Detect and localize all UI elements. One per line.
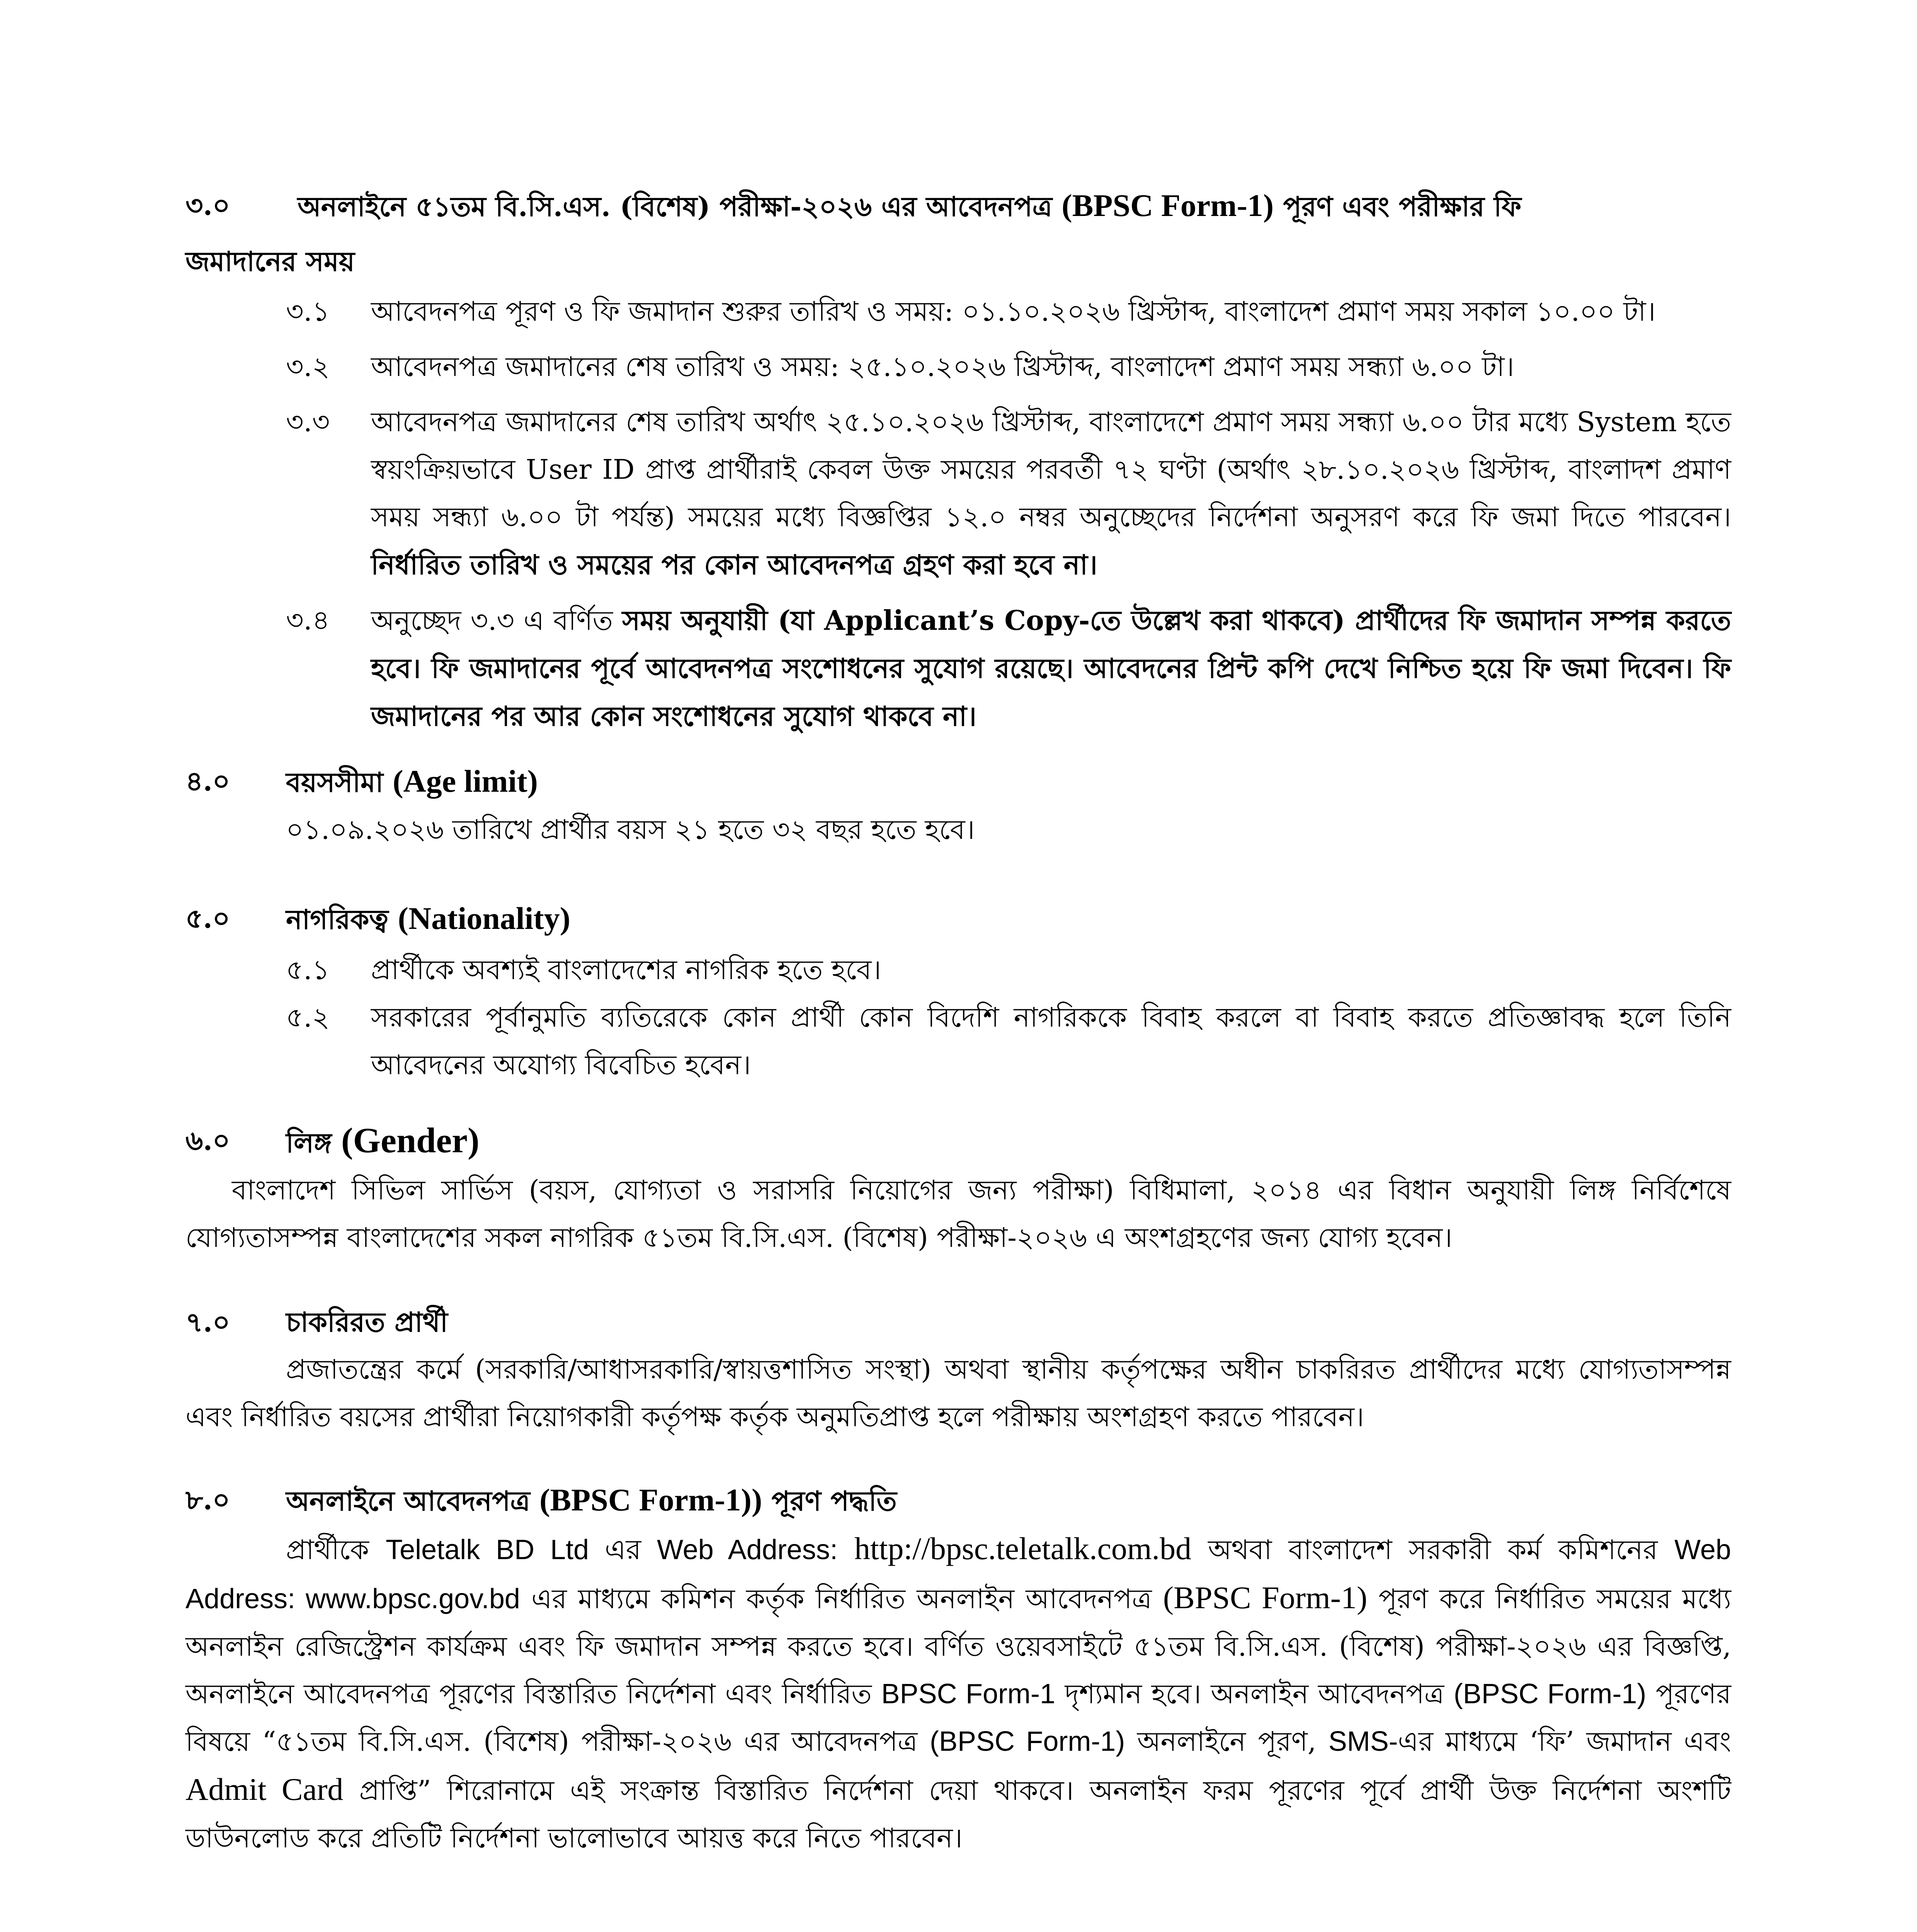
body-text: এর মাধ্যমে কমিশন কর্তৃক নির্ধারিত অনলাইন আবেদনপত্র	[531, 1583, 1152, 1615]
body-text: পূরণ করে নির্ধারিত সময়ের মধ্যে অনলাইন রেজিস্ট্রেশন কার্যক্রম এবং ফি জমাদান সম্পন্ন করতে হবে। বর্ণিত ওয়েবসাইটে ৫১তম বি.সি.এস. (বিশেষ) পরীক্ষা-২০২৬ এর বিজ্ঞপ্তি, অনলাইনে আবেদনপত্র পূরণের বিস্তারিত নির্দেশনা এবং নির্ধারিত	[185, 1583, 1731, 1710]
section-3-title: অনলাইনে ৫১তম বি.সি.এস. (বিশেষ) পরীক্ষা-২০২৬ এর আবেদনপত্র	[298, 190, 1053, 223]
section-4-body: ০১.০৯.২০২৬ তারিখে প্রার্থীর বয়স ২১ হতে ৩২ বছর হতে হবে।	[286, 814, 975, 845]
item-number: ৫.১	[286, 954, 330, 986]
body-text: অথবা বাংলাদেশ সরকারী কর্ম কমিশনের	[1208, 1534, 1658, 1566]
section-5-number: ৫.০	[185, 902, 230, 934]
body-text-en: SMS	[1328, 1726, 1389, 1757]
body-text-en: (BPSC Form-1)	[1163, 1580, 1368, 1615]
item-text: আবেদনপত্র জমাদানের শেষ তারিখ ও সময়: ২৫.১০.২০২৬ খ্রিস্টাব্দ, বাংলাদেশ প্রমাণ সময় সন্ধ্যা ৬.০০ টা।	[371, 351, 1514, 383]
list-item	[286, 343, 1731, 391]
item-text: প্রার্থীকে অবশ্যই বাংলাদেশের নাগরিক হতে হবে।	[371, 954, 881, 986]
section-4	[185, 757, 1731, 854]
section-3-items	[286, 288, 1731, 740]
section-3-title-en: (BPSC Form-1)	[1061, 188, 1274, 223]
section-3-title-tail: পূরণ এবং পরীক্ষার ফি	[1283, 190, 1522, 223]
body-text: প্রাপ্তি” শিরোনামে এই সংক্রান্ত বিস্তারিত নির্দেশনা দেয়া থাকবে। অনলাইন ফরম পূরণের পূর্বে প্রার্থী উক্ত নির্দেশনা অংশটি ডাউনলোড করে প্রতিটি নির্দেশনা ভালোভাবে আয়ত্ত করে নিতে পারবেন।	[185, 1775, 1731, 1854]
section-7	[185, 1298, 1731, 1441]
section-6-title-en: (Gender)	[341, 1121, 480, 1160]
item-text: আবেদনপত্র পূরণ ও ফি জমাদান শুরুর তারিখ ও সময়: ০১.১০.২০২৬ খ্রিস্টাব্দ, বাংলাদেশ প্রমাণ সময় সকাল ১০.০০ টা।	[371, 296, 1656, 327]
section-8-title-en: (BPSC Form-1))	[539, 1482, 762, 1517]
list-item	[286, 946, 1731, 994]
bpsc-url-link[interactable]: Web Address: www.bpsc.gov.bd	[185, 1534, 1731, 1614]
section-8-title: অনলাইনে আবেদনপত্র	[286, 1485, 530, 1517]
item-number: ৩.৩	[286, 406, 330, 438]
teletalk-url-link[interactable]: http://bpsc.teletalk.com.bd	[854, 1531, 1192, 1566]
item-text: সরকারের পূর্বানুমতি ব্যতিরেকে কোন প্রার্থী কোন বিদেশি নাগরিককে বিবাহ করলে বা বিবাহ করতে প্রতিজ্ঞাবদ্ধ হলে তিনি আবেদনের অযোগ্য বিবেচিত হবেন।	[371, 1002, 1731, 1081]
section-3-heading	[185, 182, 1731, 277]
list-item	[286, 597, 1731, 740]
section-4-title: বয়সসীমা	[286, 766, 383, 798]
section-7-body: প্রজাতন্ত্রের কর্মে (সরকারি/আধাসরকারি/স্বায়ত্তশাসিত সংস্থা) অথবা স্থানীয় কর্তৃপক্ষের অধীন চাকরিরত প্রার্থীদের মধ্যে যোগ্যতাসম্পন্ন এবং নির্ধারিত বয়সের প্রার্থীরা নিয়োগকারী কর্তৃপক্ষ কর্তৃক অনুমতিপ্রাপ্ত হলে পরীক্ষায় অংশগ্রহণ করতে পারবেন।	[185, 1354, 1731, 1433]
section-4-number: ৪.০	[185, 765, 230, 797]
item-number: ৫.২	[286, 1002, 330, 1033]
section-3-title-line2: জমাদানের সময়	[185, 245, 355, 277]
item-text-bold: নির্ধারিত তারিখ ও সময়ের পর কোন আবেদনপত্র গ্রহণ করা হবে না।	[371, 549, 1097, 581]
body-text-en: (BPSC Form-1)	[929, 1726, 1125, 1757]
section-8-number: ৮.০	[185, 1484, 230, 1516]
item-number: ৩.৪	[286, 604, 330, 636]
section-7-number: ৭.০	[185, 1306, 230, 1338]
body-text-en: Admit Card	[185, 1772, 344, 1807]
body-text-en: BPSC Form-1	[881, 1679, 1056, 1709]
section-7-title: চাকরিরত প্রার্থী	[286, 1306, 448, 1338]
item-text-bold: সময় অনুযায়ী (যা Applicant’s Copy-তে উল্লেখ করা থাকবে) প্রার্থীদের ফি জমাদান সম্পন্ন করতে হবে। ফি জমাদানের পূর্বে আবেদনপত্র সংশোধনের সুযোগ রয়েছে। আবেদনের প্রিন্ট কপি দেখে নিশ্চিত হয়ে ফি জমা দিবেন। ফি জমাদানের পর আর কোন সংশোধনের সুযোগ থাকবে না।	[371, 604, 1731, 732]
body-text: দৃশ্যমান হবে। অনলাইন আবেদনপত্র	[1065, 1678, 1444, 1710]
body-text: -এর মাধ্যমে ‘ফি’ জমাদান এবং	[1388, 1726, 1731, 1757]
section-8-title-tail: পূরণ পদ্ধতি	[771, 1485, 897, 1517]
section-3-number: ৩.০	[185, 189, 230, 221]
section-5-title-en: (Nationality)	[398, 901, 571, 936]
item-number: ৩.১	[286, 296, 330, 327]
body-text-en: (BPSC Form-1)	[1453, 1679, 1647, 1709]
section-6	[185, 1117, 1731, 1262]
item-text: আবেদনপত্র জমাদানের শেষ তারিখ অর্থাৎ ২৫.১০.২০২৬ খ্রিস্টাব্দ, বাংলাদেশে প্রমাণ সময় সন্ধ্যা ৬.০০ টার মধ্যে System হতে স্বয়ংক্রিয়ভাবে User ID প্রাপ্ত প্রার্থীরাই কেবল উক্ত সময়ের পরবর্তী ৭২ ঘণ্টা (অর্থাৎ ২৮.১০.২০২৬ খ্রিস্টাব্দ, বাংলাদশ প্রমাণ সময় সন্ধ্যা ৬.০০ টা পর্যন্ত) সময়ের মধ্যে বিজ্ঞপ্তির ১২.০ নম্বর অনুচ্ছেদের নির্দেশনা অনুসরণ করে ফি জমা দিতে পারবেন।	[371, 406, 1731, 533]
section-6-body: বাংলাদেশ সিভিল সার্ভিস (বয়স, যোগ্যতা ও সরাসরি নিয়োগের জন্য পরীক্ষা) বিধিমালা, ২০১৪ এর বিধান অনুযায়ী লিঙ্গ নির্বিশেষে যোগ্যতাসম্পন্ন বাংলাদেশের সকল নাগরিক ৫১তম বি.সি.এস. (বিশেষ) পরীক্ষা-২০২৬ এ অংশগ্রহণের জন্য যোগ্য হবেন।	[185, 1174, 1731, 1253]
section-6-number: ৬.০	[185, 1124, 230, 1156]
body-text: পূরণের বিষয়ে “৫১তম বি.সি.এস. (বিশেষ) পরীক্ষা-২০২৬ এর আবেদনপত্র	[185, 1678, 1731, 1757]
list-item	[286, 288, 1731, 335]
body-text-en: Teletalk BD Ltd এর Web Address:	[386, 1534, 838, 1565]
section-5-title: নাগরিকত্ব	[286, 903, 389, 935]
section-5	[185, 895, 1731, 1089]
list-item	[286, 994, 1731, 1089]
section-8	[185, 1476, 1731, 1862]
section-8-body	[185, 1525, 1731, 1862]
section-6-title: লিঙ্গ	[286, 1127, 332, 1159]
body-text: অনলাইনে পূরণ,	[1137, 1726, 1317, 1757]
section-4-title-en: (Age limit)	[393, 764, 538, 799]
list-item	[286, 398, 1731, 589]
item-number: ৩.২	[286, 351, 330, 383]
item-text: অনুচ্ছেদ ৩.৩ এ বর্ণিত	[371, 605, 613, 636]
body-text: প্রার্থীকে	[286, 1534, 369, 1566]
